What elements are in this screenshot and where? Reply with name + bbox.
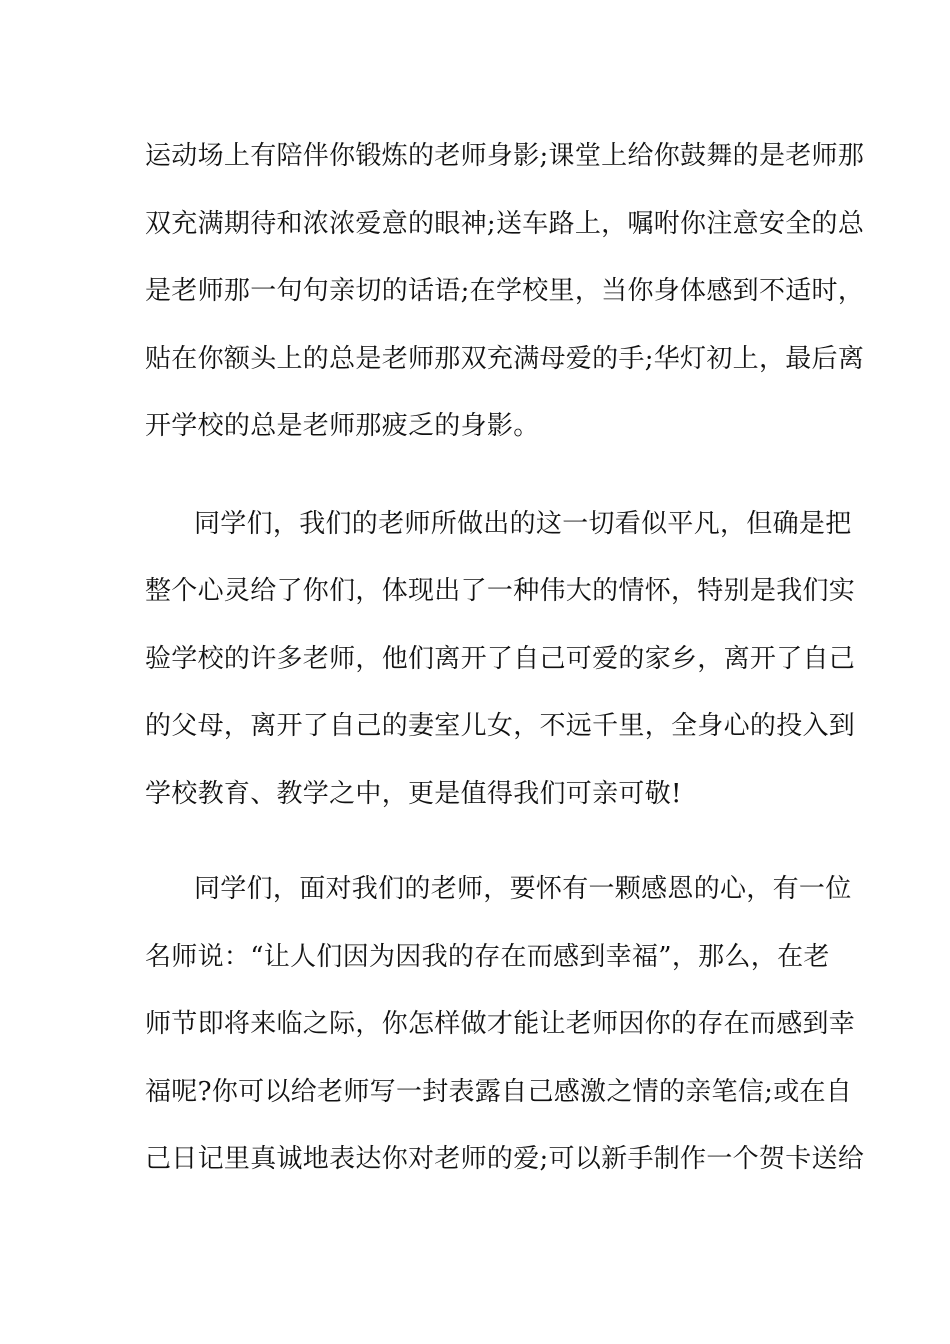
text-line: 学校教育、教学之中，更是值得我们可亲可敬! [145, 779, 682, 809]
text-line: 运动场上有陪伴你锻炼的老师身影;课堂上给你鼓舞的是老师那 [145, 141, 865, 171]
text-line: 师节即将来临之际，你怎样做才能让老师因你的存在而感到幸 [145, 1009, 856, 1039]
text-line: 名师说：“让人们因为因我的存在而感到幸福”，那么，在老 [145, 942, 830, 972]
text-line: 整个心灵给了你们，体现出了一种伟大的情怀，特别是我们实 [145, 576, 856, 606]
text-line: 的父母，离开了自己的妻室儿女，不远千里，全身心的投入到 [145, 711, 856, 741]
paragraph-first-line: 同学们，面对我们的老师，要怀有一颗感恩的心，有一位 [194, 874, 852, 904]
text-line: 是老师那一句句亲切的话语;在学校里，当你身体感到不适时， [145, 276, 865, 306]
text-line: 福呢?你可以给老师写一封表露自己感激之情的亲笔信;或在自 [145, 1077, 853, 1107]
paragraph-first-line: 同学们，我们的老师所做出的这一切看似平凡，但确是把 [194, 509, 852, 539]
text-line: 验学校的许多老师，他们离开了自己可爱的家乡，离开了自己 [145, 644, 856, 674]
text-line: 双充满期待和浓浓爱意的眼神;送车路上，嘱咐你注意安全的总 [145, 209, 865, 239]
text-line: 己日记里真诚地表达你对老师的爱;可以新手制作一个贺卡送给 [145, 1144, 865, 1174]
text-line: 贴在你额头上的总是老师那双充满母爱的手;华灯初上，最后离 [145, 344, 865, 374]
text-line: 开学校的总是老师那疲乏的身影。 [145, 411, 540, 441]
